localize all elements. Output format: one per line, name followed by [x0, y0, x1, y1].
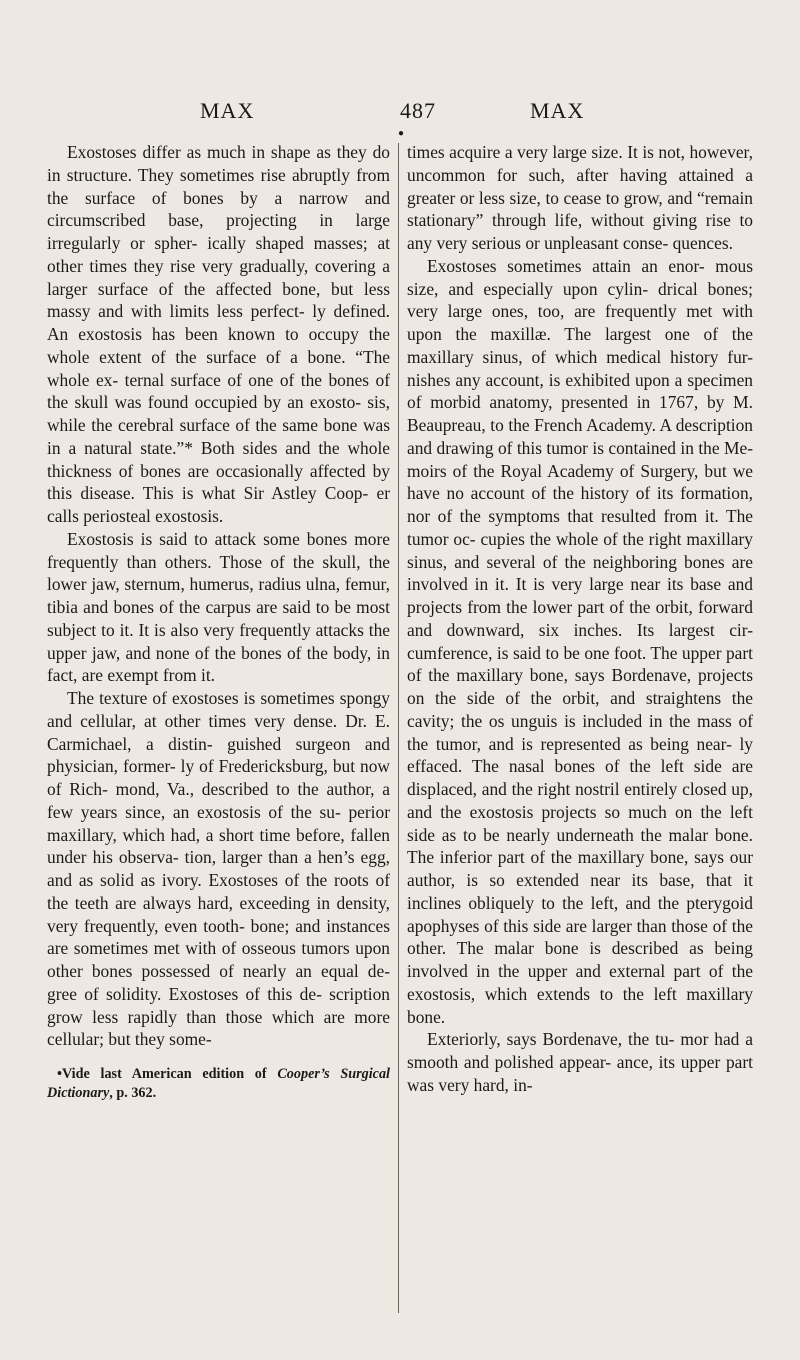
footnote: [47, 1065, 390, 1103]
footnote-prefix: •Vide last American edition of: [57, 1066, 278, 1082]
left-paragraph-3: The texture of exostoses is sometimes spongy and cellular, at other times very dense. Dr. E. Carmichael, a distin- guished surgeon and physician, former- ly of Fredericksburg, but now of Rich- mond, Va., described to the author, a few years since, an exostosis of the su- perior maxillary, which had, a short time before, fallen under his observa- tion, larger than a hen’s egg, and as solid as ivory. Exostoses of the roots of the teeth are always hard, exceeding in density, very frequently, even tooth- bone; and instances are sometimes met with of osseous tumors upon other bones possessed of nearly an equal de- gree of solidity. Exostoses of this de- scription grow less rapidly than those which are more cellular; but they some-: [47, 688, 390, 1050]
running-header: [200, 98, 620, 126]
column-divider: [398, 143, 399, 1313]
header-left-word: MAX: [200, 98, 255, 123]
left-paragraph-2: Exostosis is said to attack some bones more frequently than others. Those of the skull, the lower jaw, sternum, humerus, radius ulna, femur, tibia and bones of the carpus are said to be most subject to it. It is also very frequently attacks the upper jaw, and none of the bones of the body, in fact, are exempt from it.: [47, 528, 390, 686]
right-paragraph-3: Exteriorly, says Bordenave, the tu- mor had a smooth and polished appear- ance, its upper part was very hard, in-: [407, 1029, 753, 1095]
page-number: 487: [400, 98, 436, 123]
bullet-mark: ●: [398, 128, 405, 139]
left-column: [47, 141, 390, 1103]
right-paragraph-2: Exostoses sometimes attain an enor- mous size, and especially upon cylin- drical bones; very large ones, too, are frequently met with upon the maxillæ. The largest one of the maxillary sinus, of which medical history fur- nishes any account, is exhibited upon a specimen of morbid anatomy, presented in 1767, by M. Beaupreau, to the French Academy. A description and drawing of this tumor is contained in the Me- moirs of the Royal Academy of Surgery, but we have no account of the history of its formation, nor of the symptoms that resulted from it. The tumor oc- cupies the whole of the right maxillary sinus, and several of the neighboring bones are involved in it. It is very large near its base and projects from the lower part of the orbit, forward and downward, six inches. Its largest cir- cumference, is said to be one foot. The upper part of the maxillary bone, says Bordenave, projects on the side of the orbit, and straightens the cavity; the os unguis is included in the mass of the tumor, and is represented as being near- ly effaced. The nasal bones of the left side are displaced, and the right nostril entirely closed up, and the exostosis projects so much on the left side as to be nearly underneath the malar bone. The inferior part of the maxillary bone, says our author, is so extended near its base, that it inclines obliquely to the left, and the pterygoid apophyses of this side are larger than those of the other. The malar bone is described as being involved in the upper and external part of the exostosis, which extends to the left maxillary bone.: [407, 255, 753, 1027]
header-right-word: MAX: [530, 98, 585, 123]
left-paragraph-1: Exostoses differ as much in shape as they do in structure. They sometimes rise abruptly from the surface of bones by a narrow and circumscribed base, projecting in large irregularly or spher- ically shaped masses; at other times they rise very gradually, covering a larger surface of the affected bone, but less massy and with limits less perfect- ly defined. An exostosis has been known to occupy the whole extent of the surface of a bone. “The whole ex- ternal surface of one of the bones of the skull was found occupied by an exosto- sis, while the cerebral surface of the same bone was in a natural state.”* Both sides and the whole thickness of bones are occasionally affected by this disease. This is what Sir Astley Coop- er calls periosteal exostosis.: [47, 142, 390, 526]
right-column: [407, 141, 753, 1097]
right-paragraph-1: times acquire a very large size. It is not, however, uncommon for such, after having attained a greater or less size, to cease to grow, and “remain stationary” through life, without giving rise to any very serious or unpleasant conse- quences.: [407, 142, 753, 253]
footnote-suffix: , p. 362.: [109, 1085, 157, 1101]
footnote-title: Cooper’s Surgical Dictionary: [47, 1066, 391, 1101]
